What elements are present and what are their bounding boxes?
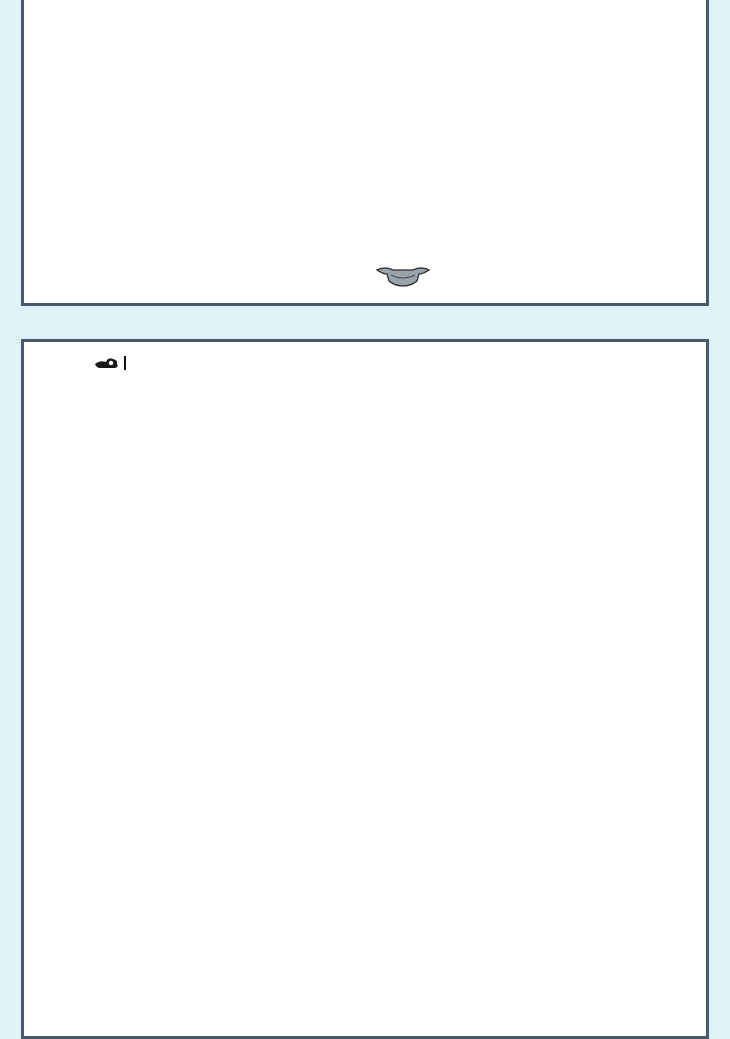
page-number-badge	[375, 265, 431, 287]
cloud-badge-icon	[375, 265, 431, 287]
toc-page-bottom	[21, 339, 709, 1039]
toc-page-top	[21, 0, 709, 306]
running-head	[94, 356, 132, 370]
cloud-scroll-icon	[94, 356, 120, 370]
head-divider	[124, 356, 126, 370]
